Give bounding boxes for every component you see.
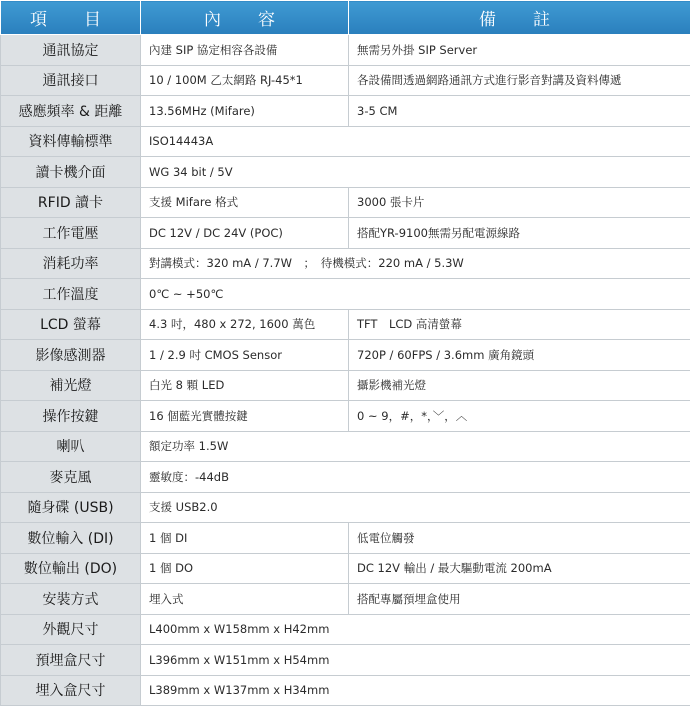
table-row <box>1 645 690 676</box>
row-content: 13.56MHz (Mifare) <box>141 96 349 127</box>
header-row <box>1 1 690 35</box>
table-row <box>1 401 690 432</box>
table-row <box>1 157 690 188</box>
row-content: 支援 Mifare 格式 <box>141 187 349 218</box>
row-content: 埋入式 <box>141 584 349 615</box>
row-remark: 搭配專屬預埋盒使用 <box>349 584 690 615</box>
row-remark: 低電位觸發 <box>349 523 690 554</box>
row-label: 通訊接口 <box>1 65 141 96</box>
row-content: DC 12V / DC 24V (POC) <box>141 218 349 249</box>
table-row <box>1 65 690 96</box>
row-remark: 3-5 CM <box>349 96 690 127</box>
row-label: LCD 螢幕 <box>1 309 141 340</box>
row-label: 隨身碟 (USB) <box>1 492 141 523</box>
row-content: L400mm x W158mm x H42mm <box>141 614 690 645</box>
row-label: 預埋盒尺寸 <box>1 645 141 676</box>
row-label: 外觀尺寸 <box>1 614 141 645</box>
row-label: 感應頻率 & 距離 <box>1 96 141 127</box>
table-row <box>1 553 690 584</box>
row-label: 麥克風 <box>1 462 141 493</box>
row-label: RFID 讀卡 <box>1 187 141 218</box>
row-content: 靈敏度：-44dB <box>141 462 690 493</box>
row-label: 埋入盒尺寸 <box>1 675 141 706</box>
row-content: 16 個藍光實體按鍵 <box>141 401 349 432</box>
row-content: 對講模式：320 mA / 7.7W ； 待機模式：220 mA / 5.3W <box>141 248 690 279</box>
table-row <box>1 462 690 493</box>
row-label: 消耗功率 <box>1 248 141 279</box>
row-content: 額定功率 1.5W <box>141 431 690 462</box>
row-remark: 720P / 60FPS / 3.6mm 廣角鏡頭 <box>349 340 690 371</box>
row-label: 讀卡機介面 <box>1 157 141 188</box>
table-row <box>1 584 690 615</box>
row-content: 內建 SIP 協定相容各設備 <box>141 35 349 66</box>
row-label: 安裝方式 <box>1 584 141 615</box>
row-label: 數位輸入 (DI) <box>1 523 141 554</box>
table-row <box>1 614 690 645</box>
row-remark: 各設備間透過網路通訊方式進行影音對講及資料傳遞 <box>349 65 690 96</box>
table-row <box>1 248 690 279</box>
row-remark: 攝影機補光燈 <box>349 370 690 401</box>
row-label: 資料傳輸標準 <box>1 126 141 157</box>
table-row <box>1 523 690 554</box>
table-row <box>1 431 690 462</box>
row-label: 通訊協定 <box>1 35 141 66</box>
row-remark: DC 12V 輸出 / 最大驅動電流 200mA <box>349 553 690 584</box>
row-content: 4.3 吋，480 x 272, 1600 萬色 <box>141 309 349 340</box>
header-remark: 備 註 <box>349 1 690 35</box>
row-content: 白光 8 顆 LED <box>141 370 349 401</box>
table-row <box>1 187 690 218</box>
row-label: 補光燈 <box>1 370 141 401</box>
table-row <box>1 675 690 706</box>
row-content: 0℃ ~ +50℃ <box>141 279 690 310</box>
table-row <box>1 492 690 523</box>
table-row <box>1 126 690 157</box>
row-label: 喇叭 <box>1 431 141 462</box>
row-label: 工作電壓 <box>1 218 141 249</box>
row-label: 操作按鍵 <box>1 401 141 432</box>
row-label: 工作溫度 <box>1 279 141 310</box>
row-content: L389mm x W137mm x H34mm <box>141 675 690 706</box>
row-content: 10 / 100M 乙太網路 RJ-45*1 <box>141 65 349 96</box>
row-label: 數位輸出 (DO) <box>1 553 141 584</box>
table-row <box>1 96 690 127</box>
row-content: L396mm x W151mm x H54mm <box>141 645 690 676</box>
row-remark: TFT LCD 高清螢幕 <box>349 309 690 340</box>
table-row <box>1 309 690 340</box>
header-item: 項 目 <box>1 1 141 35</box>
table-row <box>1 370 690 401</box>
table-row <box>1 218 690 249</box>
row-content: 1 個 DI <box>141 523 349 554</box>
table-row <box>1 279 690 310</box>
row-content: 1 個 DO <box>141 553 349 584</box>
row-remark: 搭配YR-9100無需另配電源線路 <box>349 218 690 249</box>
row-content: ISO14443A <box>141 126 690 157</box>
row-content: 支援 USB2.0 <box>141 492 690 523</box>
row-label: 影像感測器 <box>1 340 141 371</box>
row-content: WG 34 bit / 5V <box>141 157 690 188</box>
row-remark: 無需另外掛 SIP Server <box>349 35 690 66</box>
table-row <box>1 340 690 371</box>
row-remark: 3000 張卡片 <box>349 187 690 218</box>
header-content: 內 容 <box>141 1 349 35</box>
table-row <box>1 35 690 66</box>
row-remark: 0 ~ 9，#，*，﹀，︿ <box>349 401 690 432</box>
row-content: 1 / 2.9 吋 CMOS Sensor <box>141 340 349 371</box>
